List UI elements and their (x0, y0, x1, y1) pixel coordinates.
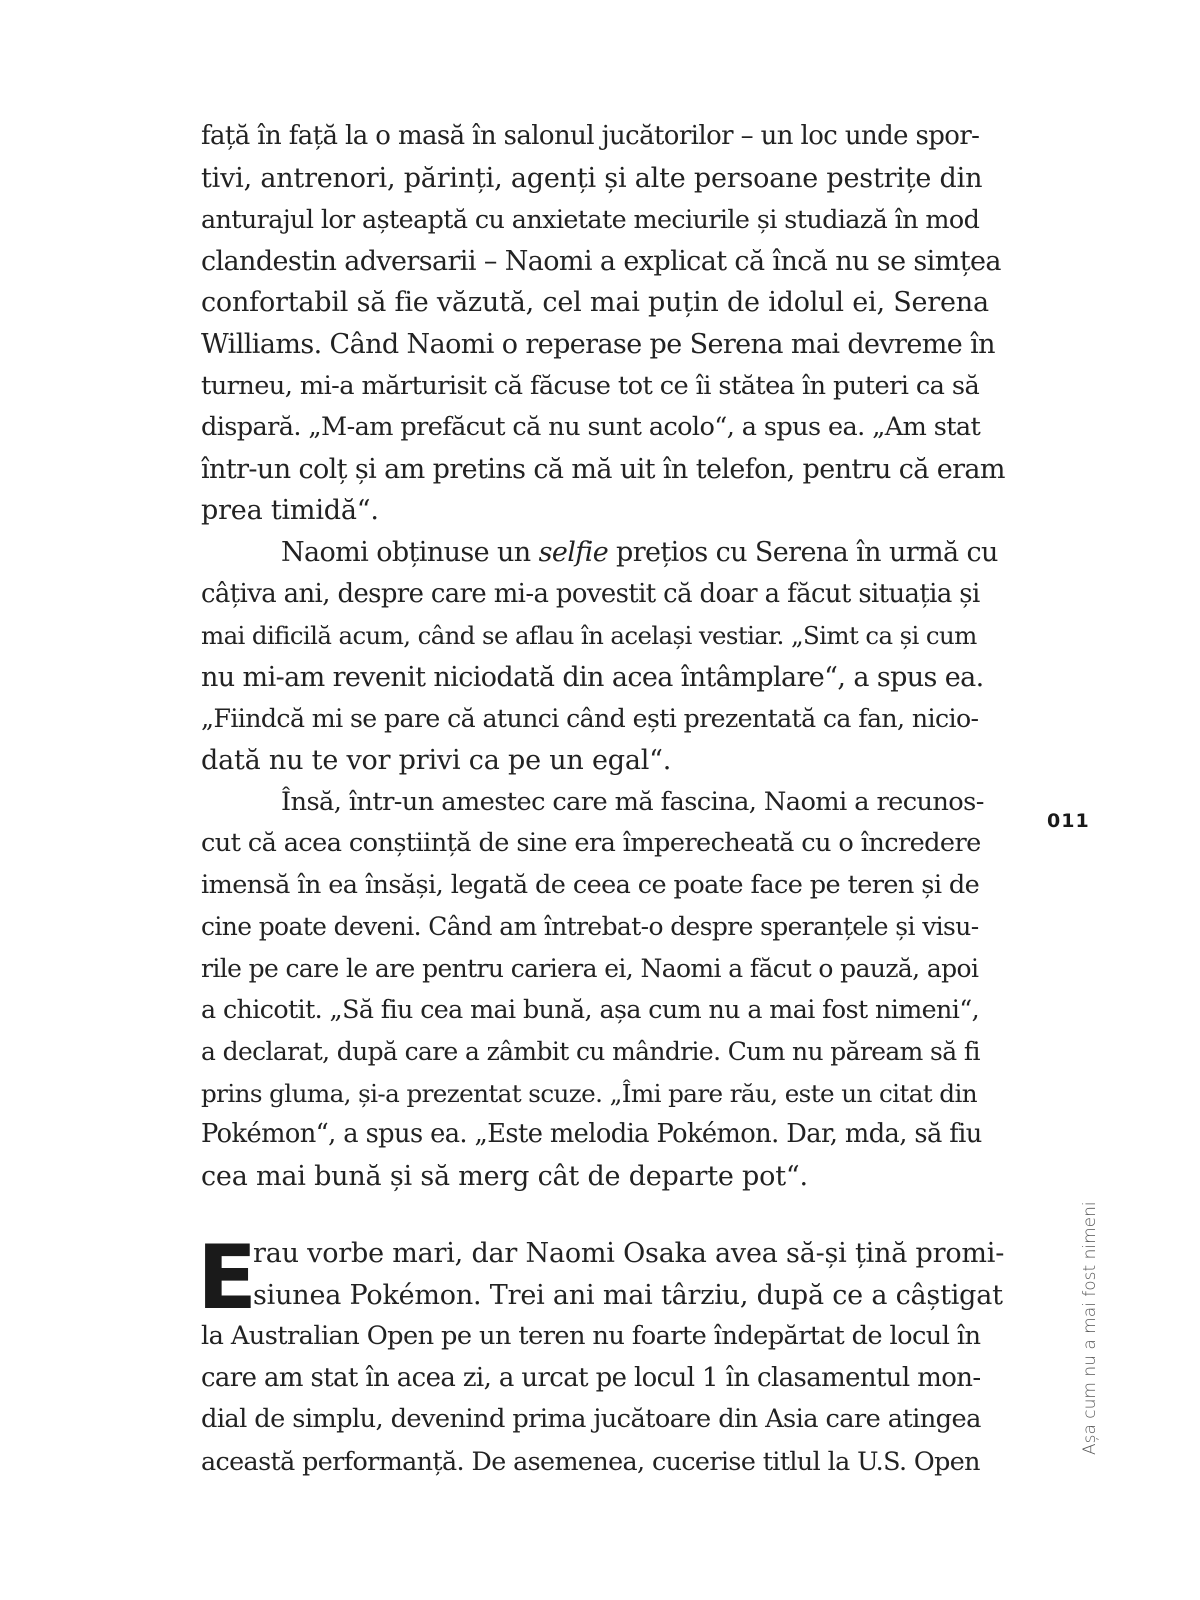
text-run: prețios cu Serena în urmă cu (608, 536, 998, 568)
text-line: tivi, antrenori, părinți, agenți și alte persoane pestrițe din (201, 162, 983, 194)
running-title: Așa cum nu a mai fost nimeni (1080, 1201, 1100, 1455)
text-line: siunea Pokémon. Trei ani mai târziu, după ce a câștigat (253, 1279, 1003, 1311)
text-line: prea timidă“. (201, 495, 379, 527)
page-number: 011 (1047, 810, 1090, 832)
text-line: confortabil să fie văzută, cel mai puțin de idolul ei, Serena (201, 287, 989, 319)
text-line: anturajul lor așteaptă cu anxietate meciurile și studiază în mod (201, 204, 980, 235)
text-line: rile pe care le are pentru cariera ei, Naomi a făcut o pauză, apoi (201, 953, 979, 983)
text-line: imensă în ea însăși, legată de ceea ce poate face pe teren și de (201, 869, 980, 900)
text-run: Naomi obținuse un (281, 536, 539, 568)
text-line: mai dificilă acum, când se aflau în același vestiar. „Simt ca și cum (201, 621, 977, 651)
text-line: dispară. „M-am prefăcut că nu sunt acolo“, a spus ea. „Am stat (201, 412, 981, 443)
text-line: a declarat, după care a zâmbit cu mândrie. Cum nu păream să fi (201, 1037, 980, 1067)
text-line: într-un colț și am pretins că mă uit în telefon, pentru că eram (201, 453, 1005, 485)
text-line: această performanță. De asemenea, cucerise titlul la U.S. Open (201, 1445, 980, 1476)
text-line: nu mi-am revenit niciodată din acea întâmplare“, a spus ea. (201, 661, 984, 693)
body-text-top (201, 116, 1006, 1197)
text-line: „Fiindcă mi se pare că atunci când ești prezentată ca fan, nicio- (201, 704, 979, 734)
body-text-bottom (201, 1233, 1006, 1483)
drop-cap: E (197, 1226, 258, 1329)
text-line: care am stat în acea zi, a urcat pe locul 1 în clasamentul mon- (201, 1362, 981, 1393)
text-line: la Australian Open pe un teren nu foarte îndepărtat de locul în (201, 1321, 981, 1352)
text-line: prins gluma, și-a prezentat scuze. „Îmi pare rău, este un citat din (201, 1078, 978, 1108)
text-line: Williams. Când Naomi o reperase pe Serena mai devreme în (201, 328, 995, 360)
text-line: cea mai bună și să merg cât de departe pot“. (201, 1160, 808, 1192)
text-line: câțiva ani, despre care mi-a povestit că doar a făcut situația și (201, 578, 980, 609)
text-line: turneu, mi-a mărturisit că făcuse tot ce îi stătea în puteri ca să (201, 370, 980, 401)
text-line: dată nu te vor privi ca pe un egal“. (201, 744, 672, 776)
text-line: cut că acea conștiință de sine era împerecheată cu o încredere (201, 828, 981, 859)
text-line: Însă, într-un amestec care mă fascina, Naomi a recunos- (281, 786, 984, 817)
text-line: cine poate deveni. Când am întrebat-o despre speranțele și visu- (201, 912, 979, 942)
text-line: a chicotit. „Să fiu cea mai bună, așa cum nu a mai fost nimeni“, (201, 994, 980, 1025)
text-line: rau vorbe mari, dar Naomi Osaka avea să-și țină promi- (253, 1238, 1005, 1269)
paragraph-first-line (201, 532, 1006, 574)
text-line: Pokémon“, a spus ea. „Este melodia Pokémon. Dar, mda, să fiu (201, 1119, 982, 1150)
text-line: față în față la o masă în salonul jucătorilor – un loc unde spor- (201, 121, 980, 151)
text-line: clandestin adversarii – Naomi a explicat că încă nu se simțea (201, 245, 1001, 277)
italic-term: selfie (538, 536, 609, 568)
text-line: dial de simplu, devenind prima jucătoare din Asia care atingea (201, 1404, 981, 1435)
